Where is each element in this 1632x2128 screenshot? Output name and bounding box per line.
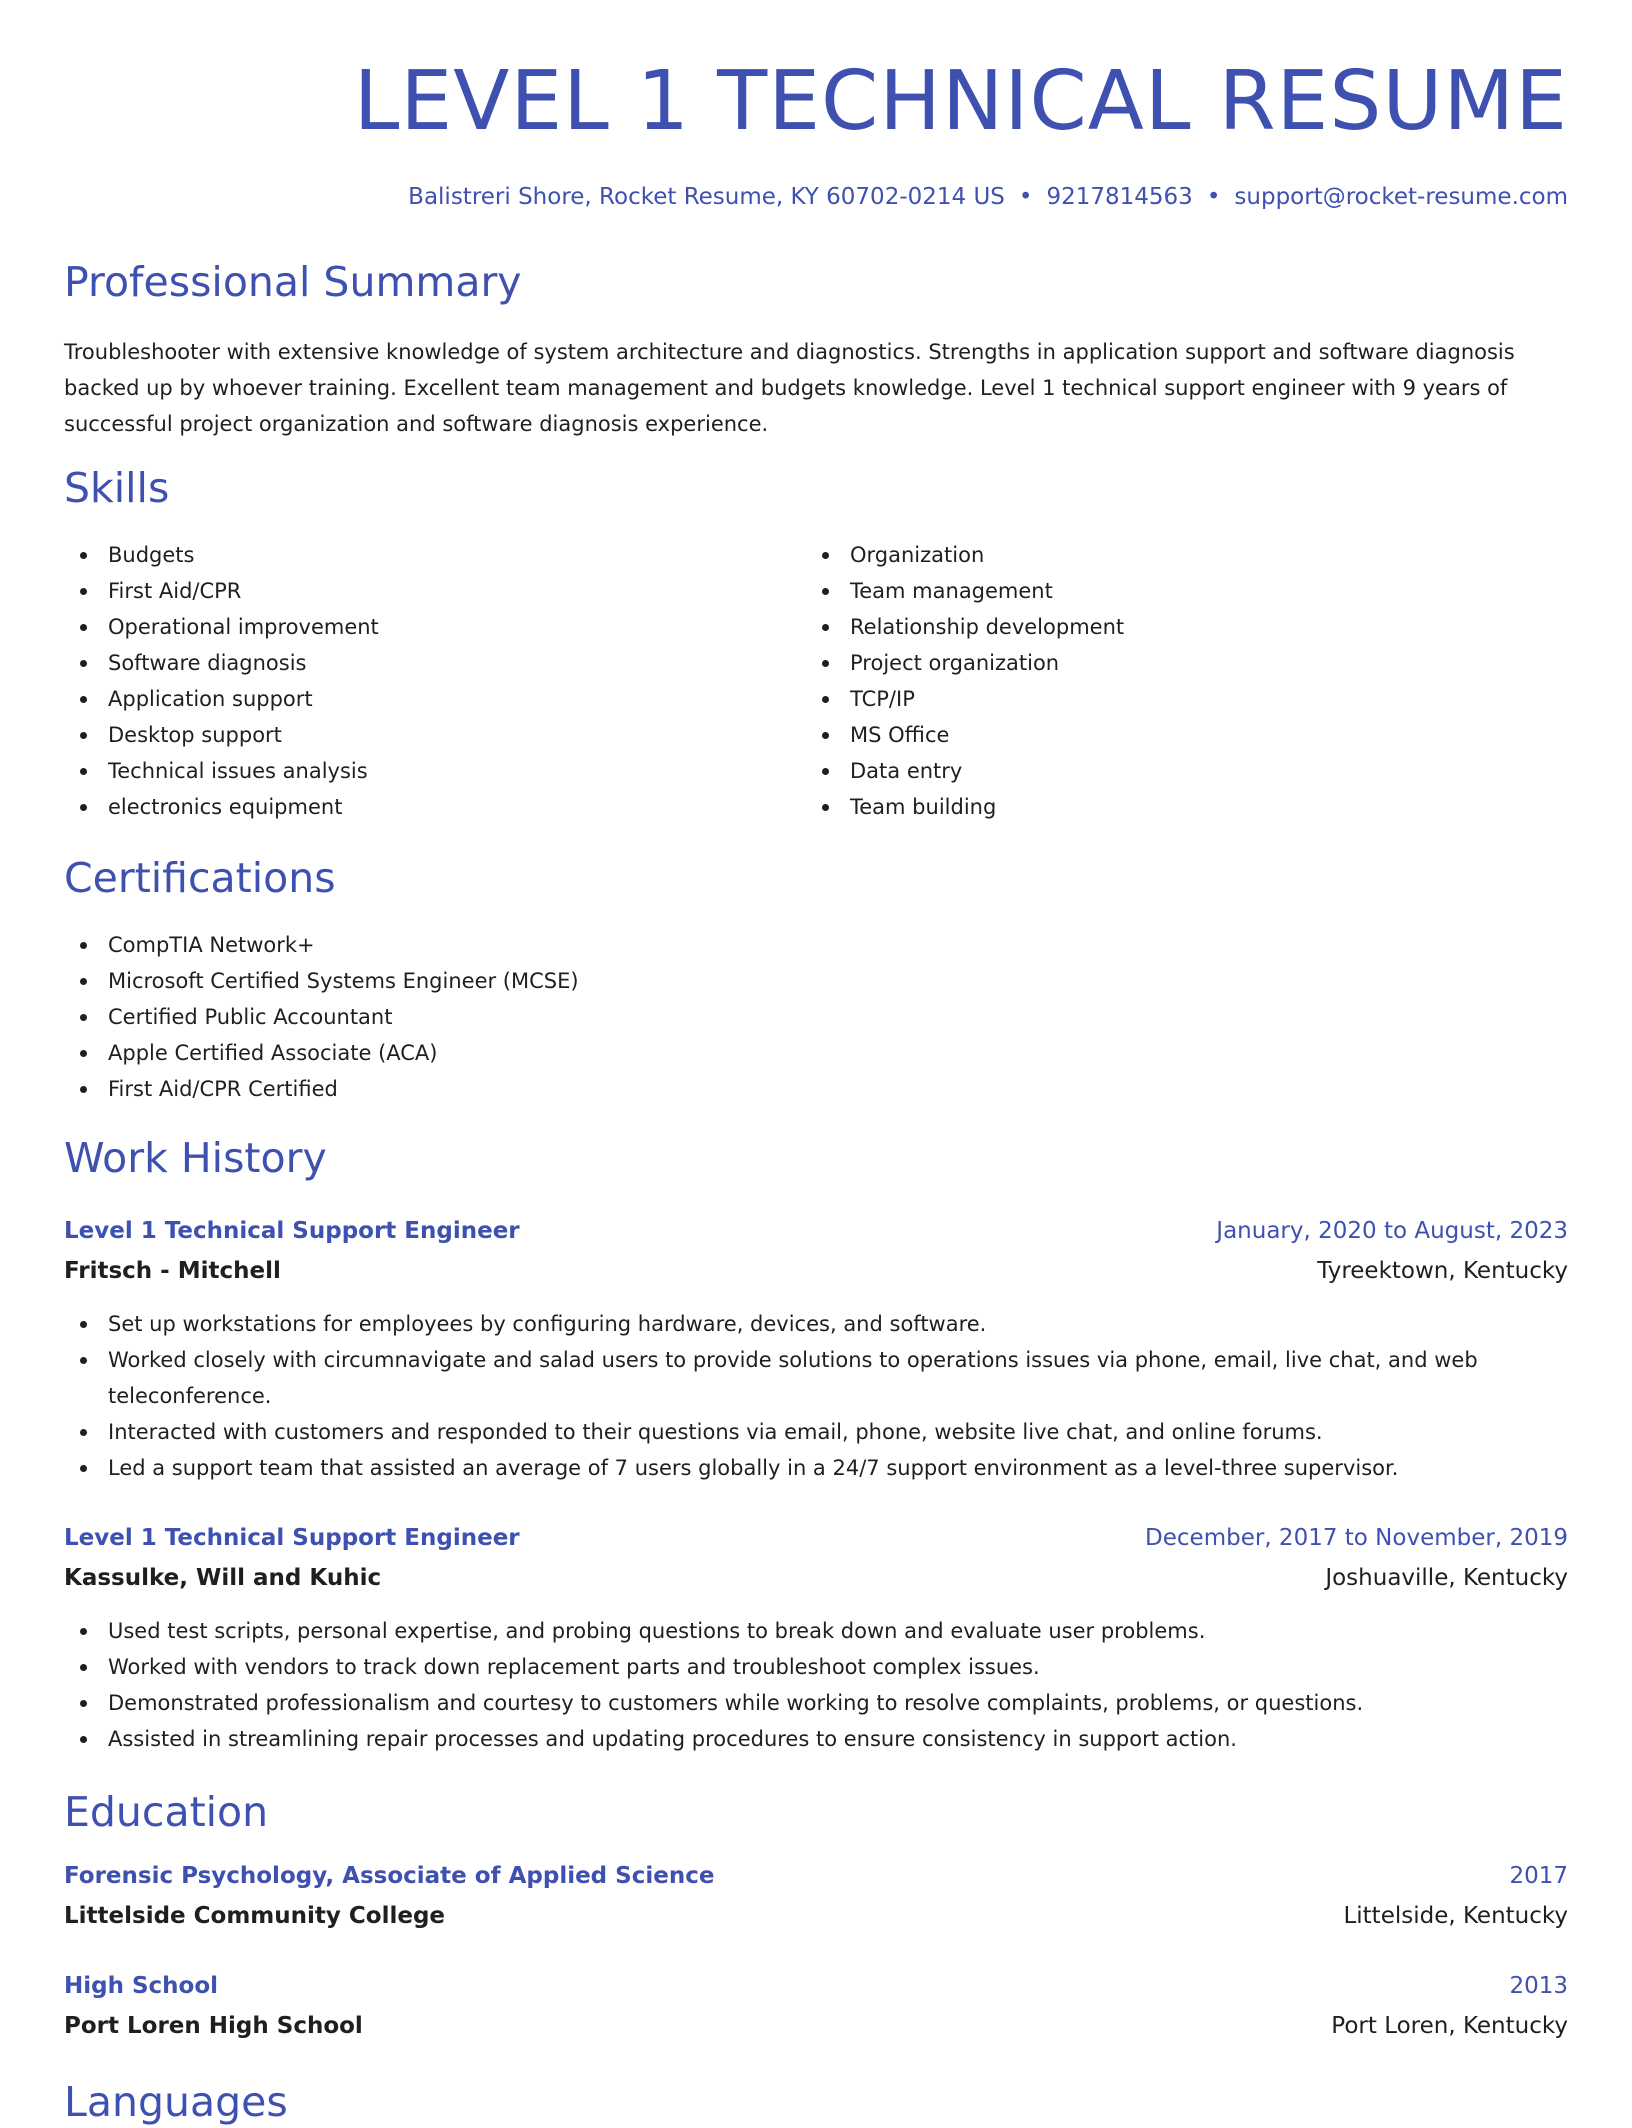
list-item: Application support <box>64 681 379 717</box>
list-item: Organization <box>806 537 1124 573</box>
work-history-heading: Work History <box>64 1134 327 1182</box>
list-item: Demonstrated professionalism and courtesy to customers while working to resolve complaints, problems, or questions. <box>64 1685 1568 1721</box>
contact-separator: • <box>1206 184 1221 210</box>
list-item: Budgets <box>64 537 379 573</box>
list-item: Technical issues analysis <box>64 753 379 789</box>
education-location: Littelside, Kentucky <box>1343 1903 1568 1929</box>
job-entry <box>64 1518 1568 1598</box>
job-dates: December, 2017 to November, 2019 <box>1145 1525 1568 1551</box>
contact-address: Balistreri Shore, Rocket Resume, KY 60702-0214 US <box>408 184 1005 210</box>
job-title: Level 1 Technical Support Engineer <box>64 1525 520 1551</box>
list-item: Led a support team that assisted an average of 7 users globally in a 24/7 support environment as a level-three supervisor. <box>64 1450 1568 1486</box>
job-company: Fritsch - Mitchell <box>64 1258 281 1284</box>
resume-title: LEVEL 1 TECHNICAL RESUME <box>353 54 1568 149</box>
languages-heading: Languages <box>64 2078 288 2126</box>
education-school: Port Loren High School <box>64 2013 363 2039</box>
list-item: CompTIA Network+ <box>64 927 579 963</box>
contact-line <box>408 180 1568 214</box>
contact-separator: • <box>1018 184 1033 210</box>
certifications-list <box>64 927 579 1107</box>
job-dates: January, 2020 to August, 2023 <box>1216 1218 1568 1244</box>
list-item: Interacted with customers and responded to their questions via email, phone, website live chat, and online forums. <box>64 1414 1568 1450</box>
list-item: Team building <box>806 789 1124 825</box>
job-location: Joshuaville, Kentucky <box>1325 1565 1568 1591</box>
list-item: Assisted in streamlining repair processes and updating procedures to ensure consistency in support action. <box>64 1721 1568 1757</box>
education-entry <box>64 1856 1568 1936</box>
job-bullets <box>64 1613 1568 1757</box>
skills-list-right <box>806 537 1124 825</box>
contact-phone: 9217814563 <box>1046 184 1193 210</box>
job-company: Kassulke, Will and Kuhic <box>64 1565 382 1591</box>
education-entry <box>64 1966 1568 2046</box>
list-item: Data entry <box>806 753 1124 789</box>
list-item: Operational improvement <box>64 609 379 645</box>
list-item: Apple Certified Associate (ACA) <box>64 1035 579 1071</box>
education-year: 2013 <box>1509 1973 1568 1999</box>
job-bullets <box>64 1306 1568 1486</box>
education-heading: Education <box>64 1788 269 1836</box>
list-item: Used test scripts, personal expertise, and probing questions to break down and evaluate user problems. <box>64 1613 1568 1649</box>
list-item: First Aid/CPR <box>64 573 379 609</box>
list-item: Relationship development <box>806 609 1124 645</box>
list-item: First Aid/CPR Certified <box>64 1071 579 1107</box>
education-year: 2017 <box>1509 1863 1568 1889</box>
list-item: Worked with vendors to track down replacement parts and troubleshoot complex issues. <box>64 1649 1568 1685</box>
skills-heading: Skills <box>64 464 170 512</box>
summary-text: Troubleshooter with extensive knowledge of system architecture and diagnostics. Strengths in application support and software diagnosis backed up by whoever training. Excellent team management and budgets knowledge. Level 1 technical support engineer with 9 years of successful project organization and software diagnosis experience. <box>64 340 1515 436</box>
certifications-heading: Certifications <box>64 854 336 902</box>
list-item: Desktop support <box>64 717 379 753</box>
education-degree: High School <box>64 1973 219 1999</box>
list-item: electronics equipment <box>64 789 379 825</box>
list-item: Microsoft Certified Systems Engineer (MCSE) <box>64 963 579 999</box>
education-location: Port Loren, Kentucky <box>1331 2013 1568 2039</box>
list-item: Set up workstations for employees by configuring hardware, devices, and software. <box>64 1306 1568 1342</box>
list-item: Team management <box>806 573 1124 609</box>
list-item: Software diagnosis <box>64 645 379 681</box>
list-item: Certified Public Accountant <box>64 999 579 1035</box>
contact-email: support@rocket-resume.com <box>1234 184 1568 210</box>
job-location: Tyreektown, Kentucky <box>1317 1258 1568 1284</box>
job-title: Level 1 Technical Support Engineer <box>64 1218 520 1244</box>
list-item: Worked closely with circumnavigate and salad users to provide solutions to operations issues via phone, email, live chat, and web teleconference. <box>64 1342 1568 1414</box>
education-degree: Forensic Psychology, Associate of Applied Science <box>64 1863 715 1889</box>
job-entry <box>64 1211 1568 1291</box>
summary-heading: Professional Summary <box>64 258 522 306</box>
list-item: MS Office <box>806 717 1124 753</box>
list-item: Project organization <box>806 645 1124 681</box>
skills-list-left <box>64 537 379 825</box>
list-item: TCP/IP <box>806 681 1124 717</box>
education-school: Littelside Community College <box>64 1903 446 1929</box>
